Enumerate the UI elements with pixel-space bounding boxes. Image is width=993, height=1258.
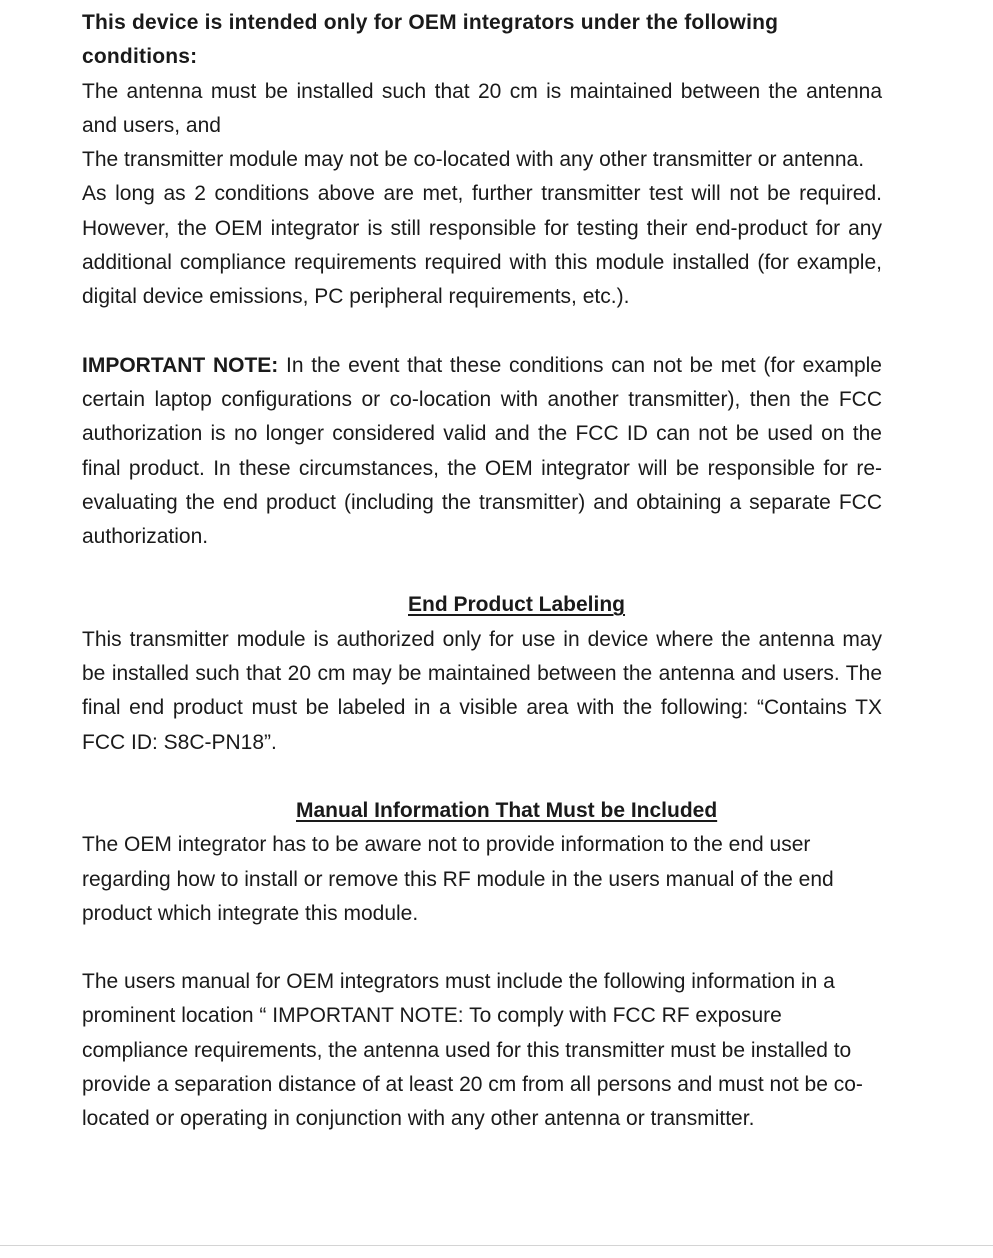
- oem-conditions-body: As long as 2 conditions above are met, further transmitter test will not be required. However, the OEM integrator is still responsible for testing their end-product for any additional compliance requirements required with this module installed (for example, digital device emissions, PC peripheral requirements, etc.).: [82, 182, 882, 309]
- manual-information-title: Manual Information That Must be Included: [296, 798, 718, 822]
- spacer: [82, 554, 882, 588]
- end-product-labeling-section: [82, 588, 882, 622]
- important-note-paragraph: [82, 349, 882, 555]
- manual-information-paragraph-2: The users manual for OEM integrators must include the following information in a prominent location “ IMPORTANT NOTE: To comply with FCC RF exposure compliance requirements, the antenna used for this transmitter must be installed to provide a separation distance of at least 20 cm from all persons and must not be co-located or operating in conjunction with any other antenna or transmitter.: [82, 970, 863, 1131]
- page-bottom-rule: [0, 1245, 993, 1246]
- important-note-text: In the event that these conditions can not be met (for example certain laptop configurations or co-location with another transmitter), then the FCC authorization is no longer considered valid and the FCC ID can not be used on the final product. In these circumstances, the OEM integrator will be responsible for re-evaluating the end product (including the transmitter) and obtaining a separate FCC authorization.: [82, 353, 882, 549]
- document-page: [82, 6, 882, 1137]
- oem-conditions-heading: This device is intended only for OEM integrators under the following conditions:: [82, 11, 779, 69]
- spacer: [82, 931, 882, 965]
- end-product-labeling-title: End Product Labeling: [408, 593, 626, 617]
- oem-condition-2: The transmitter module may not be co-located with any other transmitter or antenna.: [82, 148, 865, 172]
- end-product-labeling-body: This transmitter module is authorized only for use in device where the antenna may be installed such that 20 cm may be maintained between the antenna and users. The final end product must be labeled in a visible area with the following: “Contains TX FCC ID: S8C-PN18”.: [82, 627, 882, 754]
- manual-information-paragraph-1: The OEM integrator has to be aware not to provide information to the end user regarding how to install or remove this RF module in the users manual of the end product which integrate this module.: [82, 833, 834, 925]
- spacer: [82, 315, 882, 349]
- manual-information-section: [82, 794, 882, 828]
- important-note-label: IMPORTANT NOTE:: [82, 353, 279, 377]
- spacer: [82, 760, 882, 794]
- oem-condition-1: The antenna must be installed such that 20 cm is maintained between the antenna and users, and: [82, 79, 882, 137]
